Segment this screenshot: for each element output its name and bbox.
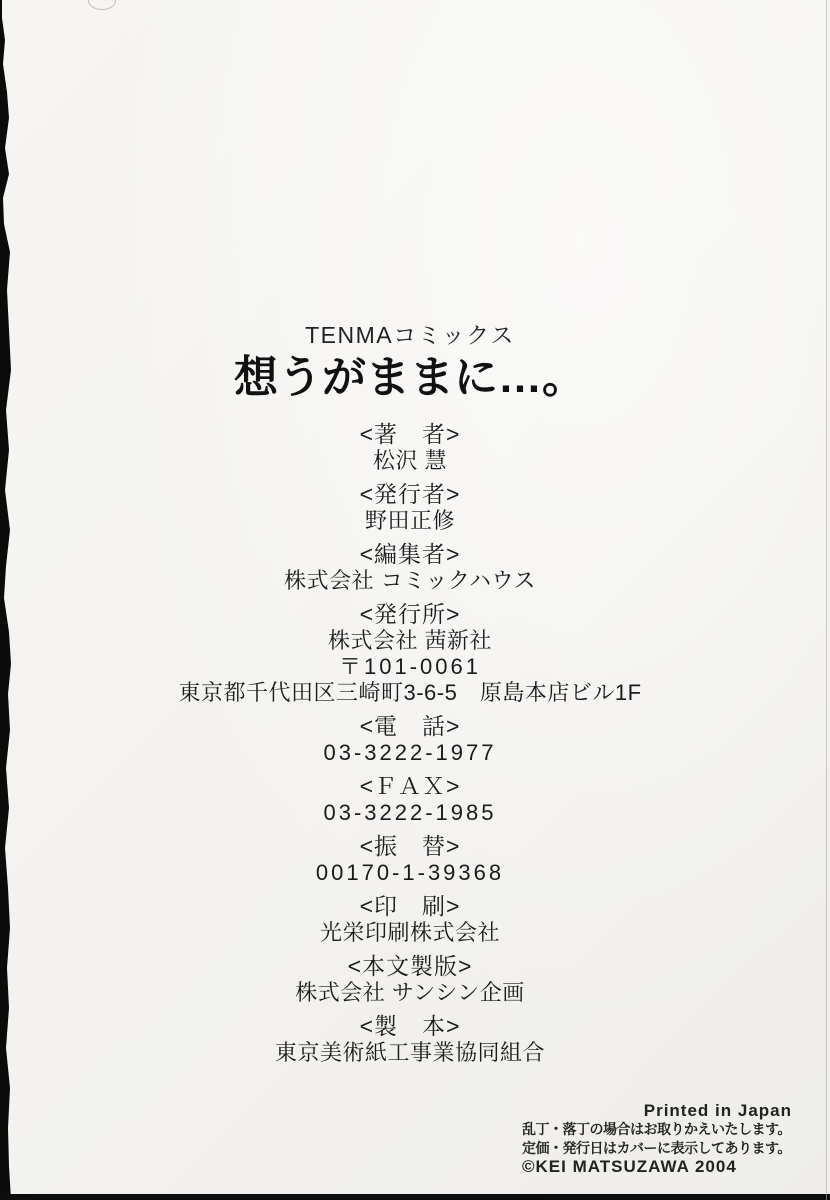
colophon-entry-label: <本文製版> [347,953,473,979]
colophon-entry [0,772,825,826]
colophon-entry-value: 東京都千代田区三崎町3-6-5 原島本店ビル1F [178,680,642,705]
colophon-entry-value: 〒101-0061 [339,654,481,679]
colophon-entry-label: <ＦＡＸ> [359,773,461,799]
footer-block [522,1101,792,1176]
printed-in-japan-label: Printed in Japan [643,1101,792,1120]
price-on-cover-notice: 定価・発行日はカバーに表示してあります。 [522,1139,791,1156]
copyright-line: ©KEI MATSUZAWA 2004 [522,1157,737,1176]
colophon-entry-label: <編集者> [359,541,461,567]
colophon-entry-value: 野田正修 [364,508,455,533]
scan-right-edge-line [826,0,827,1200]
colophon-entry-value: 光栄印刷株式会社 [319,920,500,945]
colophon-entry [0,540,825,594]
colophon-entry-value: 株式会社 茜新社 [327,628,493,653]
colophon-entry [0,1012,825,1066]
colophon-entry-label: <著 者> [359,421,461,447]
colophon-entry-label: <電 話> [359,713,461,739]
defect-exchange-notice: 乱丁・落丁の場合はお取りかえいたします。 [522,1121,791,1137]
colophon-entry-value: 松沢 慧 [372,448,448,473]
colophon-entry [0,480,825,534]
colophon-entry-value: 東京美術紙工事業協同組合 [274,1040,545,1065]
colophon-entry [0,600,825,706]
colophon-content [0,321,825,1072]
colophon-entry-label: <印 刷> [359,893,461,919]
colophon-entry [0,952,825,1006]
colophon-entry [0,420,825,474]
colophon-entry-value: 03-3222-1977 [323,740,497,765]
colophon-entry-value: 株式会社 コミックハウス [284,568,536,593]
colophon-entry-label: <振 替> [359,833,461,859]
colophon-entry [0,832,825,886]
colophon-entry [0,712,825,766]
colophon-entries [0,420,825,1066]
colophon-entry-label: <発行所> [359,601,461,627]
series-name: TENMAコミックス [305,322,515,348]
colophon-entry-value: 03-3222-1985 [323,800,497,825]
colophon-entry-label: <製 本> [359,1013,461,1039]
colophon-entry-label: <発行者> [359,481,461,507]
stray-pen-mark [88,0,116,10]
colophon-entry-value: 00170-1-39368 [315,860,505,885]
book-title: 想うがままに…。 [234,353,586,402]
colophon-entry [0,892,825,946]
colophon-entry-value: 株式会社 サンシン企画 [295,980,525,1005]
scan-bottom-edge [0,1194,830,1200]
